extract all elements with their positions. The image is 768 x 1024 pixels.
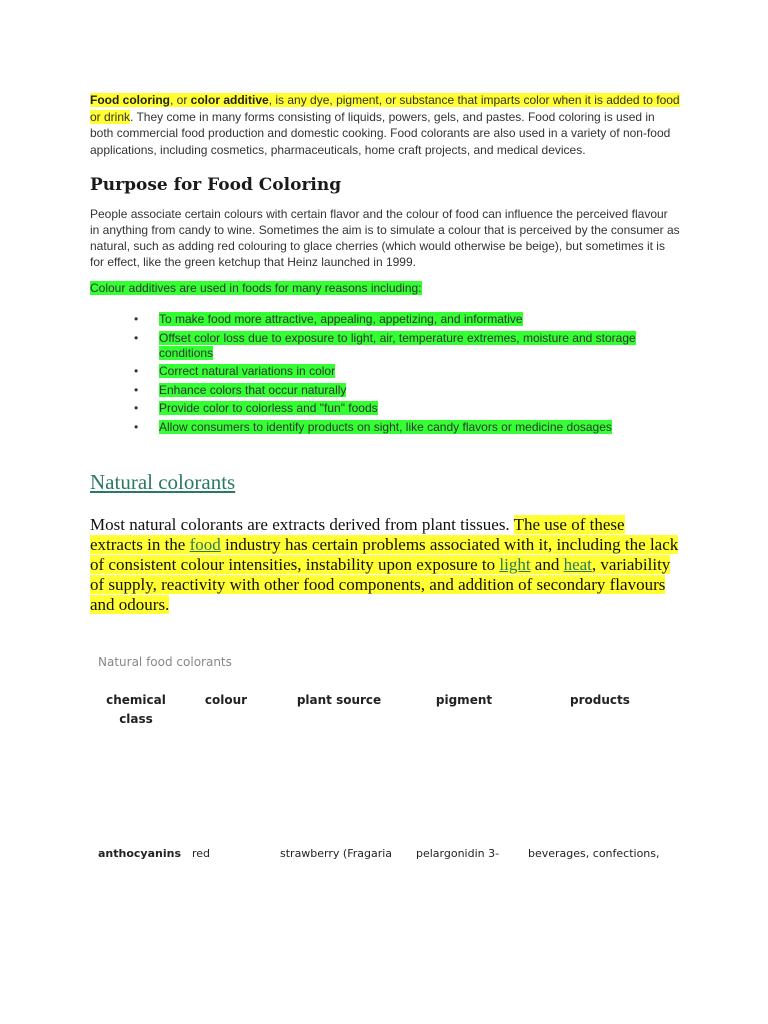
table-spacer [90, 733, 680, 847]
term-color-additive: color additive [190, 93, 269, 107]
cell-colour: red [192, 846, 211, 860]
list-item-text: Enhance colors that occur naturally [159, 382, 347, 397]
table-spacer-row [90, 733, 680, 847]
list-item [132, 420, 680, 435]
header-colour: colour [204, 692, 248, 707]
light-link[interactable]: light [499, 554, 531, 574]
bullet-icon: • [134, 364, 139, 378]
table-header-row [90, 687, 680, 733]
reasons-intro [90, 280, 680, 296]
natural-highlight-text-4: , variability of supply, reactivity with other food components, and addition of secondary flavours and odours. [90, 554, 671, 614]
reasons-list [132, 312, 680, 435]
header-products: products [570, 692, 630, 707]
header-plant-source: plant source [296, 692, 382, 707]
intro-plain-text: . They come in many forms consisting of liquids, powers, gels, and pastes. Food coloring is used in both commercial food production and domestic cooking. Food colorants are also used in a variety of non-food applications, including cosmetics, pharmaceuticals, home craft projects, and medical devices. [90, 109, 671, 157]
cell-plant-source: strawberry (Fragaria [280, 846, 393, 860]
list-item-text: Provide color to colorless and "fun" foods [159, 401, 378, 415]
natural-highlight-text-1: The use of these extracts in the [90, 514, 625, 554]
reasons-intro-text: Colour additives are used in foods for many reasons including: [90, 281, 422, 295]
table-caption: Natural food colorants [98, 654, 232, 669]
bullet-icon: • [134, 312, 139, 326]
cell-chemical-class-text: anthocyanins [98, 846, 181, 860]
list-item [132, 401, 680, 416]
list-item [132, 383, 680, 398]
bullet-icon: • [134, 401, 139, 415]
purpose-heading: Purpose for Food Coloring [90, 175, 342, 195]
intro-paragraph [90, 92, 680, 158]
natural-plain-text: Most natural colorants are extracts derived from plant tissues. [90, 514, 514, 534]
natural-colorants-paragraph [90, 515, 680, 615]
term-food-coloring: Food coloring [90, 93, 170, 107]
intro-separator: , or [170, 93, 191, 107]
natural-highlight-text-2: industry has certain problems associated with it, including the lack of consistent colour intensities, instability upon exposure to [90, 534, 679, 574]
table-row [90, 847, 680, 860]
list-item-text: Allow consumers to identify products on sight, like candy flavors or medicine dosages [159, 419, 612, 434]
list-item [132, 331, 680, 361]
colorants-table [90, 687, 680, 860]
header-pigment: pigment [435, 692, 493, 707]
natural-highlight-text-3: and [530, 554, 564, 574]
cell-chemical-class [90, 847, 182, 860]
bullet-icon: • [134, 330, 139, 345]
header-chemical-class: chemical class [106, 692, 166, 726]
list-item [132, 312, 680, 327]
list-item-text: To make food more attractive, appealing, appetizing, and informative [159, 312, 523, 326]
food-link[interactable]: food [189, 534, 221, 554]
list-item-text: Offset color loss due to exposure to light, air, temperature extremes, moisture and storage conditions [159, 330, 636, 360]
list-item [132, 364, 680, 379]
bullet-icon: • [134, 419, 139, 434]
intro-highlighted-text: , is any dye, pigment, or substance that imparts color when it is added to food or drink [90, 93, 680, 124]
cell-pigment: pelargonidin 3- [416, 846, 500, 860]
purpose-paragraph: People associate certain colours with certain flavor and the colour of food can influence the perceived flavour in anything from candy to wine. Sometimes the aim is to simulate a colour that is perceived by the consumer as natural, such as adding red colouring to glace cherries (which would otherwise be beige), but sometimes it is for effect, like the green ketchup that Heinz launched in 1999. [90, 207, 680, 269]
document-page [90, 92, 680, 860]
cell-products: beverages, confections, [528, 846, 660, 860]
bullet-icon: • [134, 382, 139, 397]
list-item-text: Correct natural variations in color [159, 364, 336, 378]
natural-colorants-heading[interactable]: Natural colorants [90, 469, 236, 494]
heat-link[interactable]: heat [563, 554, 592, 574]
